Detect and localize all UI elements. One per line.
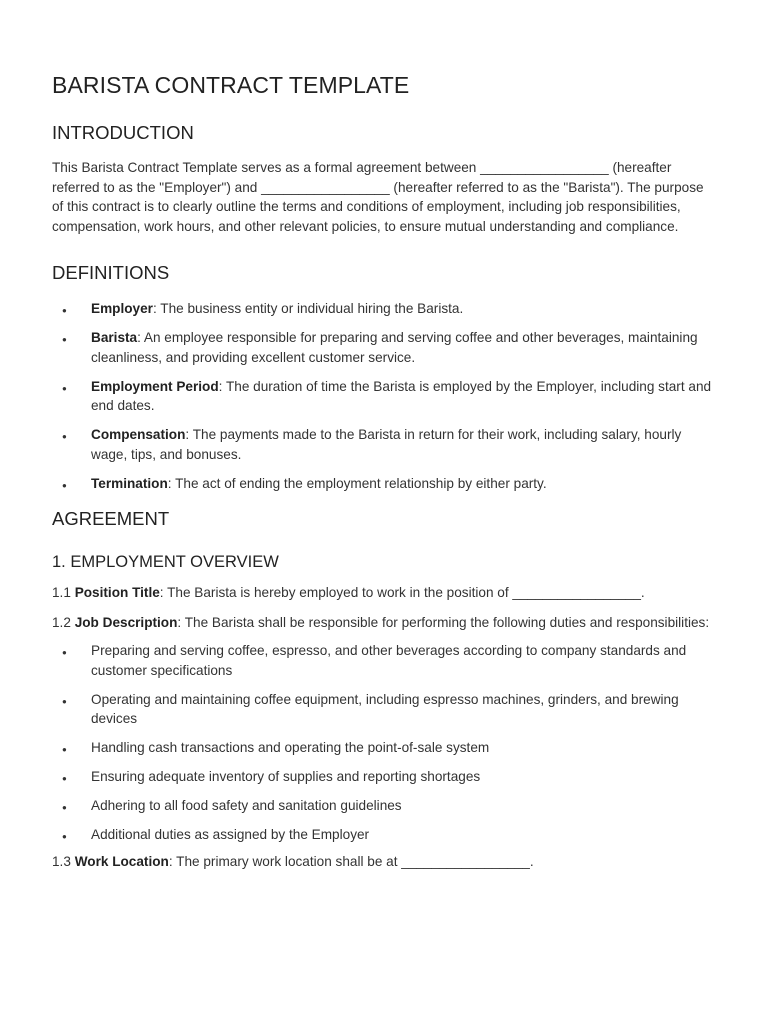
job-description-clause — [52, 613, 718, 633]
duty-item: ● Additional duties as assigned by the Employer — [52, 825, 718, 845]
definition-term: Termination — [91, 475, 168, 491]
definitions-list — [52, 299, 718, 493]
definition-item — [52, 474, 718, 494]
definition-item — [52, 377, 718, 416]
duty-item: ● Operating and maintaining coffee equipment, including espresso machines, grinders, and brewing devices — [52, 690, 718, 729]
position-title-clause — [52, 583, 718, 603]
document-title: BARISTA CONTRACT TEMPLATE — [52, 72, 410, 98]
definition-term: Employment Period — [91, 378, 219, 394]
clause-text: : The Barista is hereby employed to work in the position of _________________. — [159, 585, 645, 600]
clause-number: 1.3 — [52, 854, 75, 869]
clause-number: 1.2 — [52, 614, 75, 630]
definition-item — [52, 299, 718, 319]
clause-term: Work Location — [74, 854, 169, 869]
definitions-heading: DEFINITIONS — [52, 262, 170, 283]
clause-number: 1.1 — [52, 585, 75, 600]
duty-item: ● Ensuring adequate inventory of supplies and reporting shortages — [52, 767, 718, 787]
introduction-heading: INTRODUCTION — [52, 122, 194, 143]
definition-text: : The act of ending the employment relationship by either party. — [167, 475, 547, 491]
definition-text: : An employee responsible for preparing and serving coffee and other beverages, maintaining cleanliness, and providing excellent customer service. — [91, 330, 698, 365]
definition-term: Compensation — [91, 427, 186, 442]
clause-term: Position Title — [74, 585, 160, 600]
definition-term: Employer — [91, 301, 153, 316]
definition-item — [52, 425, 718, 464]
definition-text: : The business entity or individual hiring the Barista. — [152, 301, 464, 316]
definition-term: Barista — [91, 330, 138, 345]
duties-list — [52, 641, 718, 845]
agreement-heading: AGREEMENT — [52, 508, 170, 529]
clause-term: Job Description — [74, 614, 178, 630]
duty-item: ● Handling cash transactions and operating the point-of-sale system — [52, 738, 718, 758]
clause-text: : The primary work location shall be at _________________. — [168, 854, 534, 869]
introduction-text: This Barista Contract Template serves as a formal agreement between _________________ (hereafter referred to as the "Employer") and _________________ (hereafter referred to as the "Barista"). The purpose of this contract is to clearly outline the terms and conditions of employment, including job responsibilities, compensation, work hours, and other relevant policies, to ensure mutual understanding and compliance. — [52, 160, 704, 234]
definition-text: : The duration of time the Barista is employed by the Employer, including start and end dates. — [91, 378, 712, 413]
definition-item — [52, 328, 718, 367]
duty-item: ● Adhering to all food safety and sanitation guidelines — [52, 796, 718, 816]
work-location-clause — [52, 852, 718, 872]
definition-text: : The payments made to the Barista in return for their work, including salary, hourly wage, tips, and bonuses. — [91, 427, 682, 462]
duty-item: ● Preparing and serving coffee, espresso, and other beverages according to company standards and customer specifications — [52, 641, 718, 680]
clause-text: : The Barista shall be responsible for performing the following duties and responsibilities: — [177, 614, 710, 630]
employment-overview-heading: 1. EMPLOYMENT OVERVIEW — [52, 553, 279, 571]
